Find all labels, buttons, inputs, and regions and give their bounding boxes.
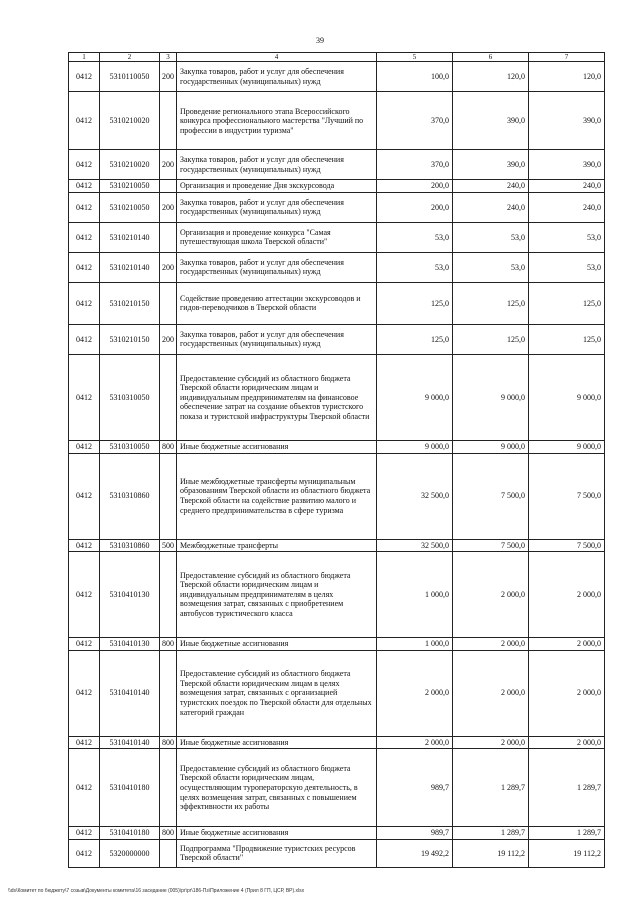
- section-code-cell: 0412: [69, 736, 100, 749]
- expense-type-cell: 200: [160, 192, 177, 222]
- table-row: [69, 638, 605, 651]
- amount-col7-cell: 125,0: [529, 282, 605, 324]
- section-code-cell: 0412: [69, 453, 100, 539]
- table-row: [69, 539, 605, 552]
- item-name-cell: Иные межбюджетные трансферты муниципальным образованиям Тверской области из областного бюджета Тверской области на содействие развитию малого и среднего предпринимательства в сфере туризма: [177, 453, 377, 539]
- section-code-cell: 0412: [69, 180, 100, 193]
- table-row: [69, 222, 605, 252]
- target-article-cell: 5310310050: [100, 440, 160, 453]
- amount-col5-cell: 9 000,0: [377, 354, 453, 440]
- item-name-cell: Закупка товаров, работ и услуг для обеспечения государственных (муниципальных) нужд: [177, 62, 377, 92]
- target-article-cell: 5310210140: [100, 252, 160, 282]
- table-header-row: [69, 53, 605, 62]
- table-row: [69, 453, 605, 539]
- section-code-cell: 0412: [69, 650, 100, 736]
- item-name-cell: Иные бюджетные ассигнования: [177, 736, 377, 749]
- amount-col6-cell: 7 500,0: [453, 539, 529, 552]
- amount-col7-cell: 53,0: [529, 222, 605, 252]
- amount-col6-cell: 7 500,0: [453, 453, 529, 539]
- amount-col5-cell: 2 000,0: [377, 650, 453, 736]
- amount-col5-cell: 9 000,0: [377, 440, 453, 453]
- header-cell: 1: [69, 53, 100, 62]
- amount-col6-cell: 2 000,0: [453, 552, 529, 638]
- amount-col5-cell: 989,7: [377, 749, 453, 827]
- target-article-cell: 5310410180: [100, 749, 160, 827]
- target-article-cell: 5310210140: [100, 222, 160, 252]
- item-name-cell: Организация и проведение конкурса "Самая путешествующая школа Тверской области": [177, 222, 377, 252]
- amount-col5-cell: 1 000,0: [377, 552, 453, 638]
- amount-col6-cell: 240,0: [453, 192, 529, 222]
- target-article-cell: 5310210050: [100, 180, 160, 193]
- target-article-cell: 5310210020: [100, 150, 160, 180]
- amount-col5-cell: 1 000,0: [377, 638, 453, 651]
- amount-col7-cell: 53,0: [529, 252, 605, 282]
- amount-col6-cell: 390,0: [453, 92, 529, 150]
- target-article-cell: 5310210150: [100, 324, 160, 354]
- expense-type-cell: [160, 222, 177, 252]
- table-row: [69, 440, 605, 453]
- item-name-cell: Закупка товаров, работ и услуг для обеспечения государственных (муниципальных) нужд: [177, 192, 377, 222]
- section-code-cell: 0412: [69, 440, 100, 453]
- header-cell: 4: [177, 53, 377, 62]
- expense-type-cell: [160, 839, 177, 867]
- header-cell: 2: [100, 53, 160, 62]
- expense-type-cell: [160, 749, 177, 827]
- section-code-cell: 0412: [69, 282, 100, 324]
- table-row: [69, 180, 605, 193]
- amount-col7-cell: 2 000,0: [529, 650, 605, 736]
- item-name-cell: Предоставление субсидий из областного бюджета Тверской области юридическим лицам и индивидуальным предпринимателям в целях возмещения затрат, связанных с приобретением автобусов туристического класса: [177, 552, 377, 638]
- target-article-cell: 5310210150: [100, 282, 160, 324]
- expense-type-cell: 800: [160, 827, 177, 840]
- table-row: [69, 827, 605, 840]
- amount-col5-cell: 125,0: [377, 324, 453, 354]
- target-article-cell: 5310410130: [100, 638, 160, 651]
- amount-col5-cell: 32 500,0: [377, 539, 453, 552]
- amount-col6-cell: 53,0: [453, 252, 529, 282]
- amount-col5-cell: 100,0: [377, 62, 453, 92]
- table-row: [69, 839, 605, 867]
- section-code-cell: 0412: [69, 354, 100, 440]
- amount-col5-cell: 125,0: [377, 282, 453, 324]
- amount-col6-cell: 1 289,7: [453, 749, 529, 827]
- expense-type-cell: [160, 92, 177, 150]
- table-row: [69, 354, 605, 440]
- section-code-cell: 0412: [69, 192, 100, 222]
- amount-col5-cell: 370,0: [377, 92, 453, 150]
- expense-type-cell: [160, 354, 177, 440]
- item-name-cell: Закупка товаров, работ и услуг для обеспечения государственных (муниципальных) нужд: [177, 252, 377, 282]
- budget-table: [68, 52, 605, 868]
- item-name-cell: Предоставление субсидий из областного бюджета Тверской области юридическим лицам, осуществляющим туроператорскую деятельность, в целях возмещения затрат, связанных с повышением эффективности их работы: [177, 749, 377, 827]
- item-name-cell: Содействие проведению аттестации экскурсоводов и гидов-переводчиков в Тверской области: [177, 282, 377, 324]
- amount-col7-cell: 120,0: [529, 62, 605, 92]
- item-name-cell: Закупка товаров, работ и услуг для обеспечения государственных (муниципальных) нужд: [177, 150, 377, 180]
- amount-col6-cell: 9 000,0: [453, 354, 529, 440]
- table-row: [69, 252, 605, 282]
- amount-col6-cell: 1 289,7: [453, 827, 529, 840]
- table-row: [69, 650, 605, 736]
- item-name-cell: Проведение регионального этапа Всероссийского конкурса профессионального мастерства "Лучший по профессии в индустрии туризма": [177, 92, 377, 150]
- amount-col6-cell: 53,0: [453, 222, 529, 252]
- expense-type-cell: 200: [160, 150, 177, 180]
- amount-col6-cell: 2 000,0: [453, 650, 529, 736]
- amount-col6-cell: 390,0: [453, 150, 529, 180]
- amount-col6-cell: 9 000,0: [453, 440, 529, 453]
- item-name-cell: Предоставление субсидий из областного бюджета Тверской области юридическим лицам в целях возмещения затрат, связанных с организацией туристских поездок по Тверской области для отдельных категорий граждан: [177, 650, 377, 736]
- item-name-cell: Иные бюджетные ассигнования: [177, 440, 377, 453]
- section-code-cell: 0412: [69, 62, 100, 92]
- amount-col7-cell: 2 000,0: [529, 638, 605, 651]
- target-article-cell: 5310210020: [100, 92, 160, 150]
- amount-col6-cell: 125,0: [453, 324, 529, 354]
- table-row: [69, 552, 605, 638]
- amount-col6-cell: 2 000,0: [453, 638, 529, 651]
- item-name-cell: Межбюджетные трансферты: [177, 539, 377, 552]
- expense-type-cell: 500: [160, 539, 177, 552]
- amount-col5-cell: 32 500,0: [377, 453, 453, 539]
- header-cell: 7: [529, 53, 605, 62]
- target-article-cell: 5310310860: [100, 539, 160, 552]
- amount-col6-cell: 2 000,0: [453, 736, 529, 749]
- section-code-cell: 0412: [69, 839, 100, 867]
- target-article-cell: 5310210050: [100, 192, 160, 222]
- amount-col6-cell: 125,0: [453, 282, 529, 324]
- expense-type-cell: [160, 282, 177, 324]
- amount-col5-cell: 370,0: [377, 150, 453, 180]
- amount-col7-cell: 2 000,0: [529, 552, 605, 638]
- expense-type-cell: 200: [160, 324, 177, 354]
- header-cell: 5: [377, 53, 453, 62]
- section-code-cell: 0412: [69, 92, 100, 150]
- target-article-cell: 5310410130: [100, 552, 160, 638]
- expense-type-cell: 200: [160, 62, 177, 92]
- table-row: [69, 150, 605, 180]
- target-article-cell: 5320000000: [100, 839, 160, 867]
- item-name-cell: Иные бюджетные ассигнования: [177, 827, 377, 840]
- amount-col7-cell: 7 500,0: [529, 539, 605, 552]
- amount-col5-cell: 200,0: [377, 180, 453, 193]
- amount-col5-cell: 53,0: [377, 222, 453, 252]
- section-code-cell: 0412: [69, 552, 100, 638]
- target-article-cell: 5310410180: [100, 827, 160, 840]
- amount-col7-cell: 390,0: [529, 92, 605, 150]
- expense-type-cell: [160, 650, 177, 736]
- table-row: [69, 192, 605, 222]
- item-name-cell: Организация и проведение Дня экскурсовода: [177, 180, 377, 193]
- amount-col7-cell: 2 000,0: [529, 736, 605, 749]
- table-row: [69, 92, 605, 150]
- table-row: [69, 282, 605, 324]
- amount-col7-cell: 9 000,0: [529, 440, 605, 453]
- amount-col5-cell: 53,0: [377, 252, 453, 282]
- target-article-cell: 5310410140: [100, 650, 160, 736]
- page-number: 39: [316, 36, 324, 45]
- section-code-cell: 0412: [69, 638, 100, 651]
- target-article-cell: 5310310860: [100, 453, 160, 539]
- amount-col7-cell: 1 289,7: [529, 827, 605, 840]
- amount-col7-cell: 9 000,0: [529, 354, 605, 440]
- section-code-cell: 0412: [69, 539, 100, 552]
- table-row: [69, 324, 605, 354]
- section-code-cell: 0412: [69, 252, 100, 282]
- amount-col7-cell: 125,0: [529, 324, 605, 354]
- amount-col7-cell: 390,0: [529, 150, 605, 180]
- expense-type-cell: 800: [160, 638, 177, 651]
- header-cell: 6: [453, 53, 529, 62]
- amount-col5-cell: 989,7: [377, 827, 453, 840]
- amount-col7-cell: 240,0: [529, 180, 605, 193]
- section-code-cell: 0412: [69, 749, 100, 827]
- amount-col7-cell: 240,0: [529, 192, 605, 222]
- section-code-cell: 0412: [69, 324, 100, 354]
- expense-type-cell: 800: [160, 440, 177, 453]
- amount-col5-cell: 200,0: [377, 192, 453, 222]
- section-code-cell: 0412: [69, 222, 100, 252]
- amount-col6-cell: 19 112,2: [453, 839, 529, 867]
- table-row: [69, 736, 605, 749]
- target-article-cell: 5310410140: [100, 736, 160, 749]
- amount-col7-cell: 1 289,7: [529, 749, 605, 827]
- expense-type-cell: [160, 453, 177, 539]
- amount-col5-cell: 19 492,2: [377, 839, 453, 867]
- item-name-cell: Иные бюджетные ассигнования: [177, 638, 377, 651]
- expense-type-cell: [160, 552, 177, 638]
- amount-col6-cell: 240,0: [453, 180, 529, 193]
- table-row: [69, 749, 605, 827]
- amount-col6-cell: 120,0: [453, 62, 529, 92]
- item-name-cell: Предоставление субсидий из областного бюджета Тверской области юридическим лицам и индивидуальным предпринимателям на финансовое обеспечение затрат на создание объектов туристского показа и туристской инфраструктуры Тверской области: [177, 354, 377, 440]
- expense-type-cell: 800: [160, 736, 177, 749]
- target-article-cell: 5310110050: [100, 62, 160, 92]
- item-name-cell: Подпрограмма "Продвижение туристских ресурсов Тверской области": [177, 839, 377, 867]
- item-name-cell: Закупка товаров, работ и услуг для обеспечения государственных (муниципальных) нужд: [177, 324, 377, 354]
- amount-col7-cell: 7 500,0: [529, 453, 605, 539]
- header-cell: 3: [160, 53, 177, 62]
- table-row: [69, 62, 605, 92]
- target-article-cell: 5310310050: [100, 354, 160, 440]
- section-code-cell: 0412: [69, 150, 100, 180]
- section-code-cell: 0412: [69, 827, 100, 840]
- expense-type-cell: 200: [160, 252, 177, 282]
- amount-col5-cell: 2 000,0: [377, 736, 453, 749]
- file-path-footer: \\ds\Комитет по бюджету\7 созыв\Документы комитета\16 заседание (005)\pr\pr\186-Пз\Приложение 4 (Прил 8 ГП, ЦСР, ВР).xlsx: [8, 888, 305, 894]
- expense-type-cell: [160, 180, 177, 193]
- amount-col7-cell: 19 112,2: [529, 839, 605, 867]
